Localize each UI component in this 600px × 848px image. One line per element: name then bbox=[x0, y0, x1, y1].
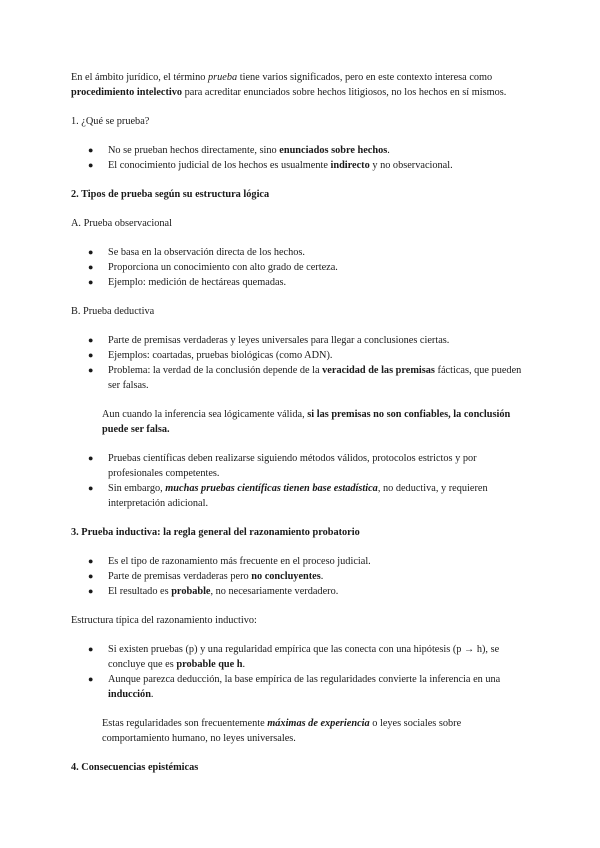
text-run: En el ámbito jurídico, el término bbox=[71, 72, 208, 83]
list-item: ● Sin embargo, muchas pruebas científicas tienen base estadística, no deductiva, y requieren interpretación adicional. bbox=[88, 483, 488, 509]
bullet-icon: ● bbox=[88, 644, 94, 654]
inductive-structure-label: Estructura típica del razonamiento inductivo: bbox=[71, 615, 257, 626]
bullet-icon: ● bbox=[88, 483, 94, 493]
list-item: ● Aunque parezca deducción, la base empírica de las regularidades convierte la inferencia en una inducción. bbox=[88, 674, 501, 700]
regularities-note: Estas regularidades son frecuentemente máximas de experiencia o leyes sociales sobre comportamiento humano, no leyes universales. bbox=[102, 718, 462, 744]
list-item: ● Parte de premisas verdaderas pero no concluyentes. bbox=[88, 571, 324, 582]
list-item: ● El resultado es probable, no necesariamente verdadero. bbox=[88, 586, 339, 597]
bullet-icon: ● bbox=[88, 247, 94, 257]
bullet-icon: ● bbox=[88, 556, 94, 566]
bullet-icon: ● bbox=[88, 277, 94, 287]
bullet-icon: ● bbox=[88, 586, 94, 596]
section-3-list bbox=[71, 554, 531, 599]
list-item: ● Proporciona un conocimiento con alto grado de certeza. bbox=[88, 262, 338, 273]
subsection-b-heading: B. Prueba deductiva bbox=[71, 306, 155, 317]
list-item: ● Se basa en la observación directa de los hechos. bbox=[88, 247, 305, 258]
section-4-heading: 4. Consecuencias epistémicas bbox=[71, 762, 199, 773]
bullet-icon: ● bbox=[88, 350, 94, 360]
document-page bbox=[71, 70, 531, 789]
scientific-evidence-list bbox=[71, 451, 531, 511]
section-1-list bbox=[71, 143, 531, 173]
subsection-b-list bbox=[71, 333, 531, 393]
deductive-note: Aun cuando la inferencia sea lógicamente válida, si las premisas no son confiables, la conclusión puede ser falsa. bbox=[102, 409, 511, 435]
list-item: ● Si existen pruebas (p) y una regularidad empírica que las conecta con una hipótesis (p → h), se concluye que es probable que h. bbox=[88, 644, 500, 670]
bullet-icon: ● bbox=[88, 453, 94, 463]
emphasis-term: prueba bbox=[207, 72, 238, 83]
bullet-icon: ● bbox=[88, 262, 94, 272]
bullet-icon: ● bbox=[88, 145, 94, 155]
section-2-heading: 2. Tipos de prueba según su estructura lógica bbox=[71, 189, 270, 200]
list-item: ● No se prueban hechos directamente, sino enunciados sobre hechos. bbox=[88, 145, 390, 156]
intro-paragraph bbox=[71, 70, 531, 100]
section-3-heading: 3. Prueba inductiva: la regla general del razonamiento probatorio bbox=[71, 527, 360, 538]
text-run: tiene varios significados, pero en este contexto interesa como bbox=[237, 72, 493, 83]
list-item: ● Problema: la verdad de la conclusión depende de la veracidad de las premisas fácticas, que pueden ser falsas. bbox=[88, 365, 522, 391]
bullet-icon: ● bbox=[88, 335, 94, 345]
section-1-heading: 1. ¿Qué se prueba? bbox=[71, 116, 150, 127]
bullet-icon: ● bbox=[88, 571, 94, 581]
subsection-a-list bbox=[71, 245, 531, 290]
list-item: ● Ejemplo: medición de hectáreas quemadas. bbox=[88, 277, 287, 288]
inductive-structure-list bbox=[71, 642, 531, 702]
bullet-icon: ● bbox=[88, 674, 94, 684]
list-item: ● Parte de premisas verdaderas y leyes universales para llegar a conclusiones ciertas. bbox=[88, 335, 450, 346]
subsection-a-heading: A. Prueba observacional bbox=[71, 218, 172, 229]
list-item: ● Ejemplos: coartadas, pruebas biológicas (como ADN). bbox=[88, 350, 333, 361]
list-item: ● Pruebas científicas deben realizarse siguiendo métodos válidos, protocolos estrictos y por profesionales competentes. bbox=[88, 453, 477, 479]
bullet-icon: ● bbox=[88, 365, 94, 375]
text-run: para acreditar enunciados sobre hechos litigiosos, no los hechos en sí mismos. bbox=[182, 87, 507, 98]
list-item: ● El conocimiento judicial de los hechos es usualmente indirecto y no observacional. bbox=[88, 160, 453, 171]
bullet-icon: ● bbox=[88, 160, 94, 170]
bold-term: procedimiento intelectivo bbox=[71, 87, 183, 98]
list-item: ● Es el tipo de razonamiento más frecuente en el proceso judicial. bbox=[88, 556, 371, 567]
